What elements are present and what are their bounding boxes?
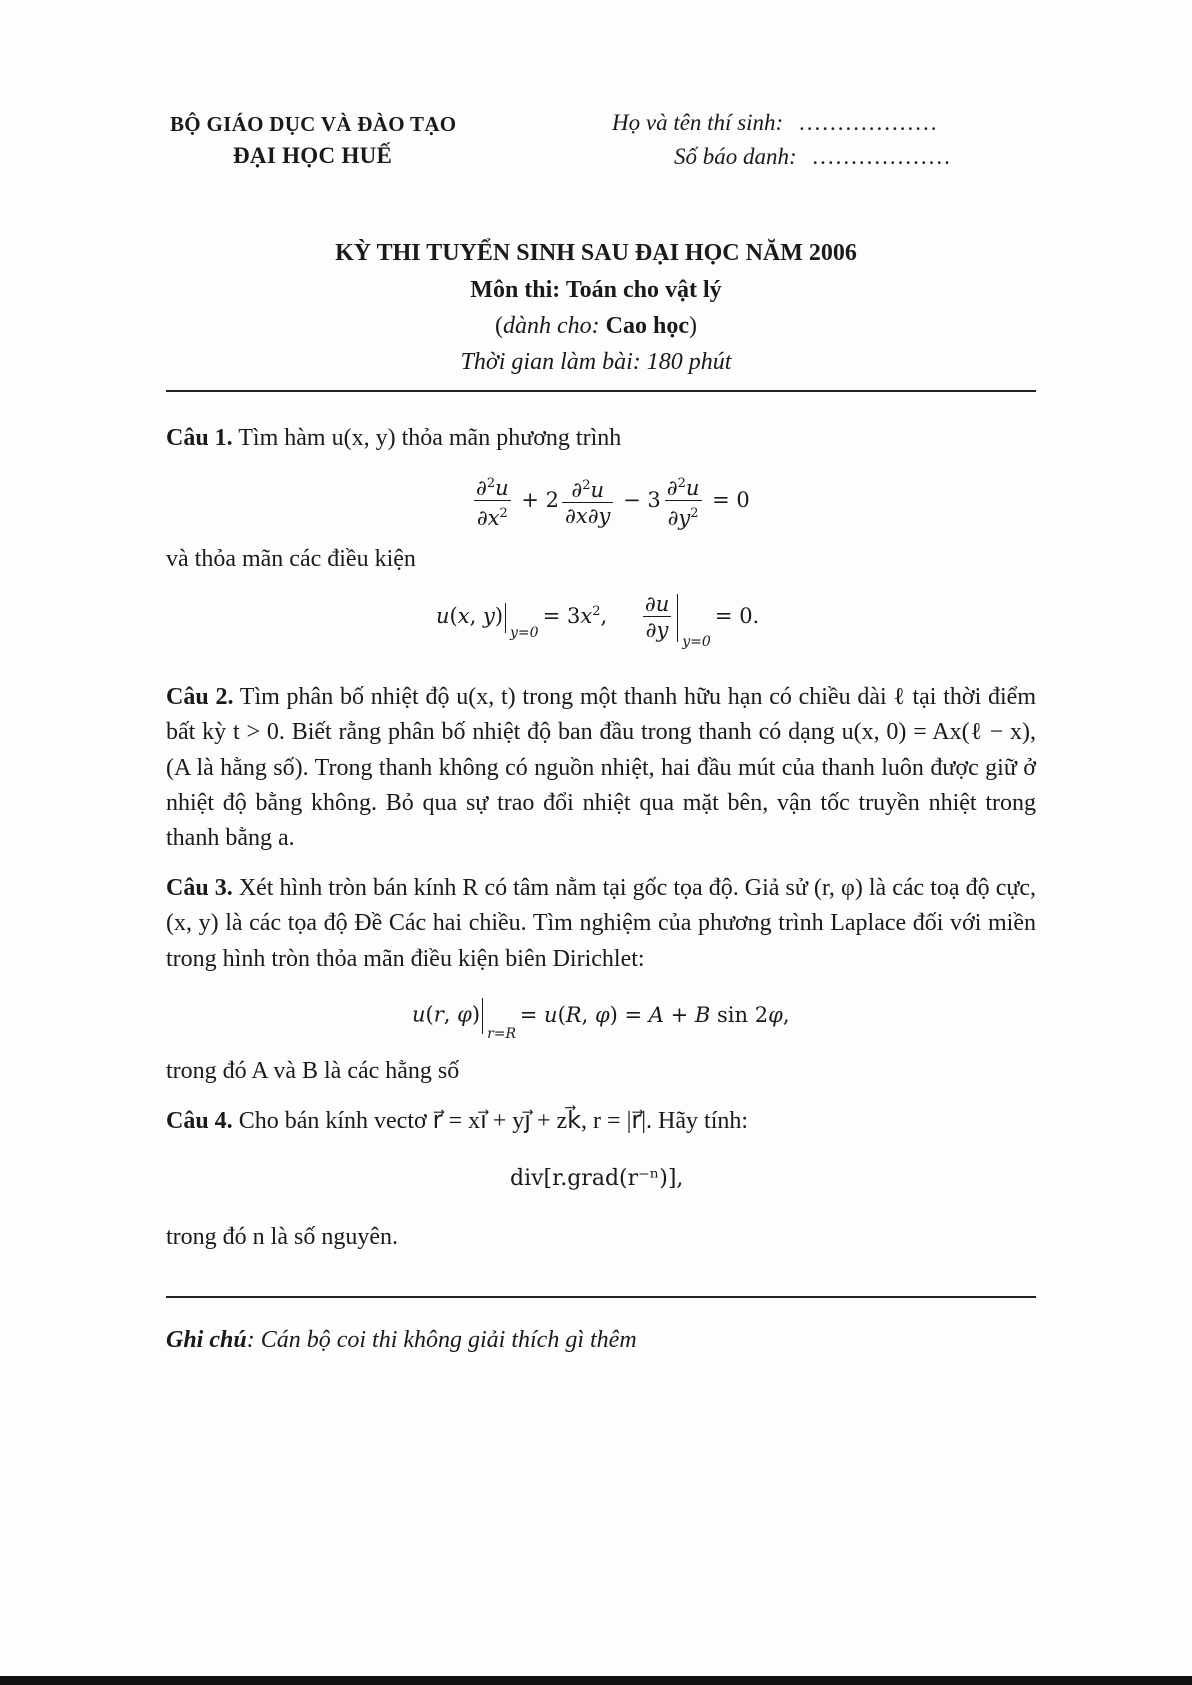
university-name: ĐẠI HỌC HUẾ [233, 143, 393, 168]
audience-value: Cao học [605, 313, 689, 339]
question-1-conditions-intro: và thỏa mãn các điều kiện [166, 546, 416, 572]
footer-note [166, 1327, 637, 1354]
bottom-divider [166, 1296, 1036, 1298]
exam-duration: Thời gian làm bài: 180 phút [460, 349, 732, 375]
question-2-text: Tìm phân bố nhiệt độ u(x, t) trong một thanh hữu hạn có chiều dài ℓ tại thời điểm bất kỳ t > 0. Biết rằng phân bố nhiệt độ ban đầu trong thanh có dạng u(x, 0) = Ax(ℓ − x), (A là hằng số). Trong thanh không có nguồn nhiệt, hai đầu mút của thanh luôn được giữ ở nhiệt độ bằng không. Bỏ qua sự trao đổi nhiệt qua mặt bên, vận tốc truyền nhiệt trong thanh bằng a. [166, 684, 1036, 852]
candidate-id-line [674, 144, 952, 170]
question-1-text: Tìm hàm u(x, y) thỏa mãn phương trình [238, 425, 622, 451]
question-3 [166, 871, 1036, 977]
question-1-intro [166, 421, 621, 456]
candidate-name-dots: .................. [798, 110, 939, 135]
candidate-id-dots: .................. [812, 144, 952, 169]
exam-audience: (dành cho: Cao học) [495, 313, 697, 339]
ministry-name: BỘ GIÁO DỤC VÀ ĐÀO TẠO [170, 112, 457, 136]
candidate-id-label: Số báo danh: [674, 144, 797, 169]
question-2-label: Câu 2. [166, 684, 234, 710]
question-1-boundary-conditions: u(x, y) y=0 = $3x^2$, $\frac{\partial u}{\partial y}$ y=0 = 0. [436, 592, 760, 650]
exam-title: KỲ THI TUYỂN SINH SAU ĐẠI HỌC NĂM 2006 [335, 240, 857, 266]
question-4-intro [166, 1104, 748, 1139]
top-divider [166, 390, 1036, 392]
question-4-text: Cho bán kính vectơ r⃗ = xi⃗ + yj⃗ + zk⃗, r = |r⃗|. Hãy tính: [238, 1108, 749, 1134]
question-3-label: Câu 3. [166, 875, 233, 901]
question-3-boundary-condition: u(r, φ) r=R = u(R, φ) = A + B sin 2φ, [412, 998, 790, 1034]
exam-subject: Môn thi: Toán cho vật lý [470, 277, 722, 303]
scan-edge [0, 1676, 1192, 1685]
question-1-pde: $\frac{\partial^2u}{\partial x^2}$ + 2 $\frac{\partial^2u}{\partial x\partial y}$ − 3 $\frac{\partial^2u}{\partial y^2}$ = 0 [470, 472, 750, 531]
question-4-label: Câu 4. [166, 1108, 233, 1134]
candidate-name-label: Họ và tên thí sinh: [612, 110, 784, 135]
candidate-name-line [612, 110, 938, 136]
question-1-label: Câu 1. [166, 425, 233, 451]
question-3-after: trong đó A và B là các hằng số [166, 1058, 460, 1084]
audience-label: dành cho: [503, 313, 600, 339]
question-3-text: Xét hình tròn bán kính R có tâm nằm tại gốc tọa độ. Giả sử (r, φ) là các toạ độ cực, (x, y) là các tọa độ Đề Các hai chiều. Tìm nghiệm của phương trình Laplace đối với miền trong hình tròn thỏa mãn điều kiện biên Dirichlet: [166, 875, 1037, 972]
footer-note-label: Ghi chú [166, 1327, 247, 1353]
question-4-formula: div[r.grad(r⁻ⁿ)], [510, 1166, 684, 1191]
question-4-after: trong đó n là số nguyên. [166, 1224, 398, 1250]
footer-note-text: : Cán bộ coi thi không giải thích gì thêm [246, 1327, 637, 1353]
question-2 [166, 680, 1036, 856]
